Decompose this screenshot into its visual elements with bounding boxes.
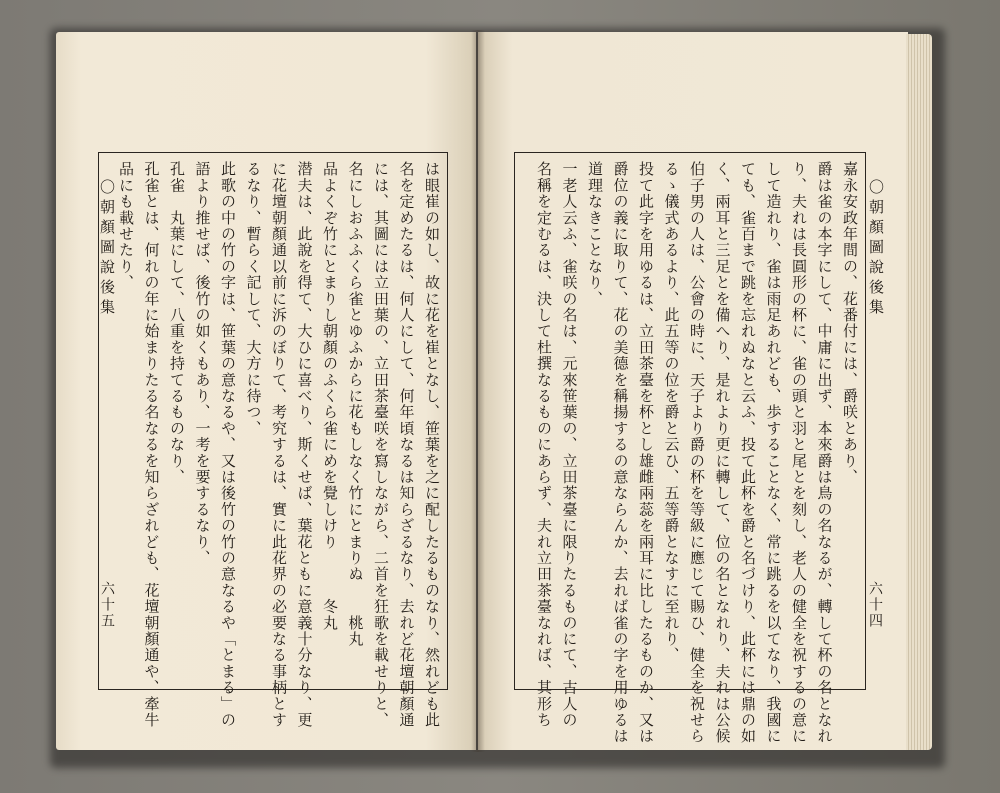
- text-column: 道理なきことなり、: [586, 161, 604, 307]
- left-text-frame: [98, 152, 448, 728]
- left-page-number: 六十五: [99, 581, 115, 629]
- text-column: 一老人云ふ、雀咲の名は、元來笹葉の、立田茶臺に限りたるものにて、古人の: [560, 161, 579, 728]
- right-page-number: 六十四: [867, 581, 883, 629]
- text-column: 名を定めたるは、何人にして、何年頃なるは知らざるなり、去れど花壇朝顏通: [397, 161, 416, 728]
- text-column: 爵は雀の本字にして、中庸に出ず、本來爵は鳥の名なるが、轉して杯の名となれ: [815, 161, 834, 745]
- right-running-header: 〇朝顏圖說後集: [867, 179, 885, 319]
- text-column: は眼崔の如し、故に花を崔となし、笹葉を之に配したるものなり、然れども此: [423, 161, 441, 728]
- text-column: り、夫れは長圓形の杯に、雀の頭と羽と尾とを刻し、老人の健全を祝するの意に: [790, 161, 808, 745]
- text-column: して造れり、雀は雨足あれども、歩することなく、常に跳るを以てなり、我國に: [764, 161, 783, 745]
- text-column: 投て此字を用ゆるは、立田茶臺を杯とし雄雌兩蕊を兩耳に比したるものか、又は: [637, 161, 655, 745]
- text-column: ても、雀百まで跳を忘れぬなと云ふ、投て此杯を爵と名づけり、此杯には鼎の如: [739, 161, 757, 745]
- text-column: 伯子男の人は、公會の時に、天子より爵の杯を等級に應じて賜ひ、健全を祝せら: [688, 161, 706, 745]
- text-column: には、其圖には立田葉の、立田茶臺咲を寫しながら、二首を狂歌を載せりと、: [372, 161, 390, 728]
- text-column: 爵位の義に取りて、花の美德を稱揚するの意ならんか、去れば雀の字を用ゆるは: [611, 161, 630, 745]
- text-column: 品よくぞ竹にとまりし朝顏のふくら雀にめを覺しけり 冬丸: [321, 161, 339, 631]
- book-gutter: [471, 30, 485, 752]
- text-column: に花壇朝顏通以前に泝のぼりて、考究するは、實に此花界の必要なる事柄とす: [270, 161, 288, 728]
- text-column: 孔雀とは、何れの年に始まりたる名なるを知らざれども、花壇朝顏通や、牽牛: [142, 161, 161, 728]
- text-column: 語より推せば、後竹の如くもあり、一考を要するなり、: [193, 161, 212, 566]
- text-column: るなり、暫らく記して、大方に待つ、: [244, 161, 263, 437]
- text-column: 品にも載せたり、: [117, 161, 135, 291]
- text-column: 此歌の中の竹の字は、笹葉の意なるや、又は後竹の竹の意なるや「とまる」の: [219, 161, 237, 728]
- right-text-frame: [514, 152, 885, 745]
- text-column: 名にしおふふくら雀とゆふからに花もしなく竹にとまりぬ 桃丸: [346, 161, 365, 647]
- text-column: 嘉永安政年間の、花番付には、爵咲とあり、: [841, 161, 859, 485]
- text-column: 名稱を定むるは、決して杜撰なるものにあらず、夫れ立田茶臺なれば、其形ち: [535, 161, 553, 728]
- text-column: るゝ儀式あるより、此五等の位を爵と云ひ、五等爵となすに至れり、: [662, 161, 681, 664]
- text-column: 潜夫は、此說を得て、大ひに喜べり、斯くせば、葉花ともに意義十分なり、更: [295, 161, 314, 728]
- left-running-header: 〇朝顏圖說後集: [98, 179, 116, 319]
- text-column: 孔雀 丸葉にして、八重を持てるものなり、: [168, 161, 186, 485]
- page-edges: [906, 34, 932, 750]
- text-column: く、兩耳と三足とを備へり、是れより更に轉して、位の名となれり、夫れは公候: [713, 161, 732, 745]
